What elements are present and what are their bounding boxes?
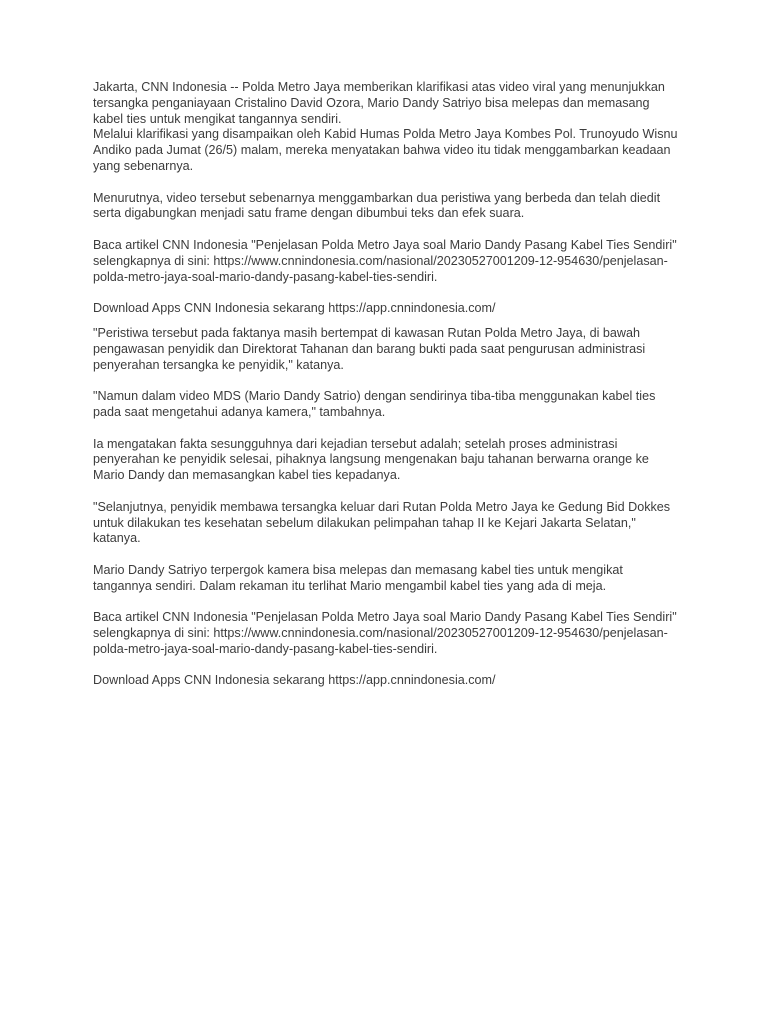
- paragraph-spacer: [93, 373, 683, 389]
- paragraph-quote-camera: "Namun dalam video MDS (Mario Dandy Satrio) dengan sendirinya tiba-tiba menggunakan kabel ties pada saat mengetahui adanya kamera," tambahnya.: [93, 389, 656, 419]
- paragraph-spacer: [93, 175, 683, 191]
- paragraph-spacer: [93, 658, 683, 674]
- paragraph-facts: Ia mengatakan fakta sesungguhnya dari kejadian tersebut adalah; setelah proses administrasi penyerahan ke penyidik selesai, pihaknya langsung mengenakan baju tahanan berwarna orange ke Mario Dandy dan memasangkan kabel ties kepadanya.: [93, 436, 649, 483]
- paragraph-spacer: [93, 285, 683, 301]
- paragraph-edited-video: Menurutnya, video tersebut sebenarnya menggambarkan dua peristiwa yang berbeda dan telah diedit serta digabungkan menjadi satu frame dengan dibumbui teks dan efek suara.: [93, 190, 661, 221]
- paragraph-spacer: [93, 317, 683, 326]
- paragraph-spacer: [93, 595, 683, 611]
- paragraph-caught-on-camera: Mario Dandy Satriyo terpergok kamera bisa melepas dan memasang kabel ties untuk mengikat tangannya sendiri. Dalam rekaman itu terlihat Mario mengambil kabel ties yang ada di meja.: [93, 562, 623, 593]
- paragraph-spacer: [93, 421, 683, 437]
- paragraph-read-article-link-repeat: Baca artikel CNN Indonesia "Penjelasan Polda Metro Jaya soal Mario Dandy Pasang Kabel Ties Sendiri" selengkapnya di sini: https://www.cnnindonesia.com/nasional/20230527001209-12-954630/penjelasan-polda-metro-jaya-soal-mario-dandy-pasang-kabel-ties-sendiri.: [93, 610, 677, 656]
- paragraph-read-article-link: Baca artikel CNN Indonesia "Penjelasan Polda Metro Jaya soal Mario Dandy Pasang Kabel Ties Sendiri" selengkapnya di sini: https://www.cnnindonesia.com/nasional/20230527001209-12-954630/penjelasan-polda-metro-jaya-soal-mario-dandy-pasang-kabel-ties-sendiri.: [93, 237, 677, 284]
- paragraph-intro: Jakarta, CNN Indonesia -- Polda Metro Jaya memberikan klarifikasi atas video viral yang menunjukkan tersangka penganiayaan Cristalino David Ozora, Mario Dandy Satriyo bisa melepas dan memasang kabel ties untuk mengikat tangannya sendiri.: [93, 80, 665, 126]
- paragraph-spacer: [93, 222, 683, 238]
- paragraph-quote-location: "Peristiwa tersebut pada faktanya masih bertempat di kawasan Rutan Polda Metro Jaya, di bawah pengawasan penyidik dan Direktorat Tahanan dan barang bukti pada saat pengurusan administrasi penyerahan tersangka ke penyidik," katanya.: [93, 325, 646, 372]
- paragraph-spacer: [93, 547, 683, 563]
- document-body: [93, 80, 683, 689]
- paragraph-spacer: [93, 484, 683, 500]
- paragraph-download-apps: Download Apps CNN Indonesia sekarang https://app.cnnindonesia.com/: [93, 301, 496, 316]
- paragraph-download-apps-repeat: Download Apps CNN Indonesia sekarang https://app.cnnindonesia.com/: [93, 673, 496, 688]
- paragraph-clarification: Melalui klarifikasi yang disampaikan oleh Kabid Humas Polda Metro Jaya Kombes Pol. Trunoyudo Wisnu Andiko pada Jumat (26/5) malam, mereka menyatakan bahwa video itu tidak menggambarkan keadaan yang sebenarnya.: [93, 127, 678, 173]
- paragraph-quote-health-test: "Selanjutnya, penyidik membawa tersangka keluar dari Rutan Polda Metro Jaya ke Gedung Bid Dokkes untuk dilakukan tes kesehatan sebelum dilakukan pelimpahan tahap II ke Kejari Jakarta Selatan," katanya.: [93, 499, 671, 546]
